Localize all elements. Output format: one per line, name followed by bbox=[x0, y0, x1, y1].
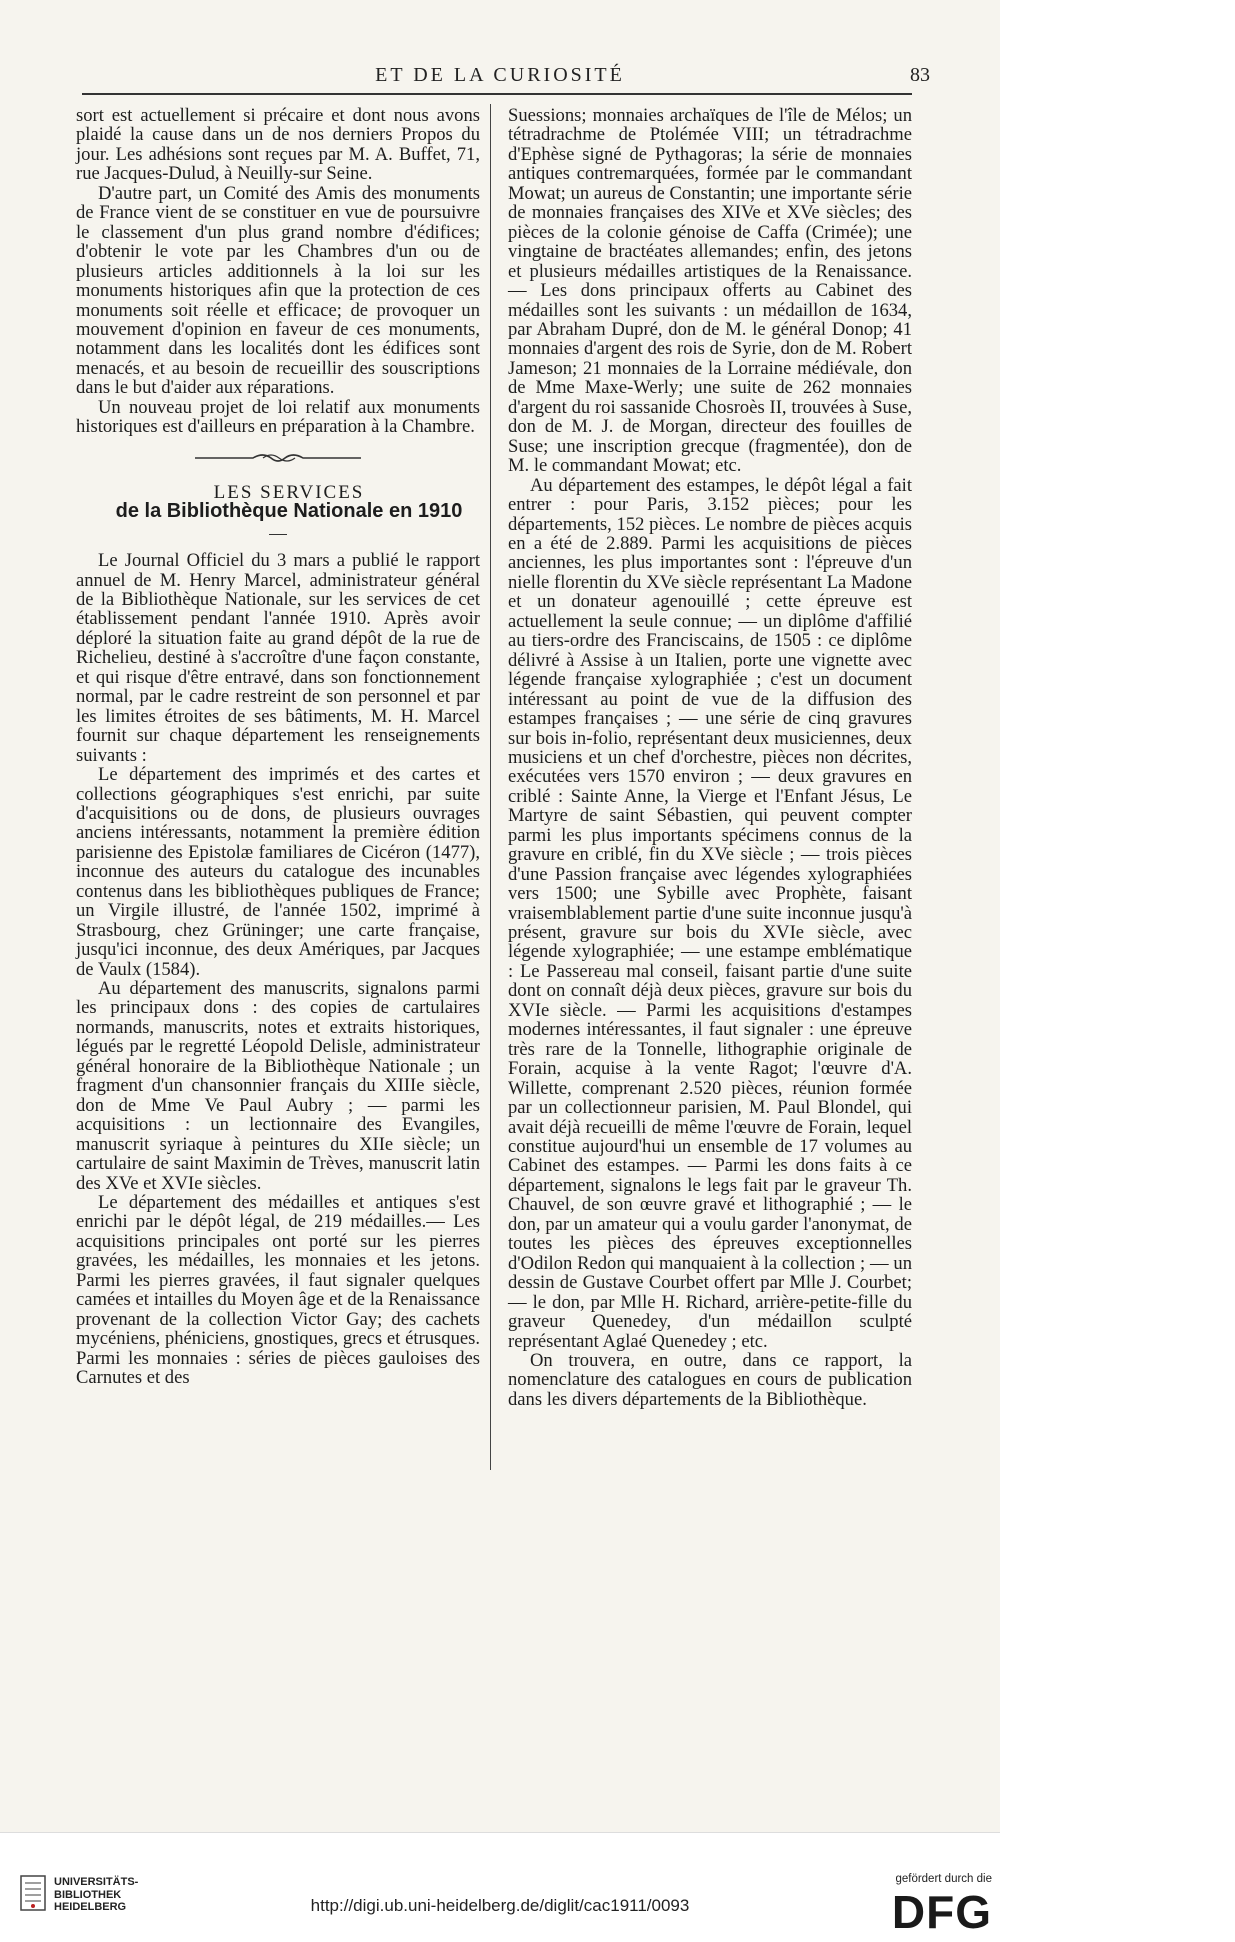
section-title: LES SERVICES bbox=[213, 481, 365, 503]
digitization-footer bbox=[0, 1832, 1000, 1942]
section-subtitle: de la Bibliothèque Nationale en 1910 bbox=[115, 500, 463, 523]
paragraph: On trouvera, en outre, dans ce rapport, la nomenclature des catalogues en cours de publication dans les divers départements de la Bibliothèque. bbox=[508, 1350, 912, 1410]
paragraph: D'autre part, un Comité des Amis des monuments de France vient de se constituer en vue de poursuivre le classement d'un plus grand nombre d'édifices; d'obtenir le vote par les Chambres d'un ou de plusieurs articles additionnels à la loi sur les monuments historiques afin que la protection de ces monuments soit réelle et efficace; de provoquer un mouvement d'opinion en faveur de ces monuments, notamment dans les localités dont les édifices sont menacés, et au besoin de recueillir des souscriptions dans le but d'aider aux réparations. bbox=[76, 182, 480, 399]
right-column bbox=[508, 106, 912, 1409]
short-rule bbox=[76, 524, 480, 543]
paragraph: sort est actuellement si précaire et dont nous avons plaidé la cause dans un de nos derniers Propos du jour. Les adhésions sont reçues par M. A. Buffet, 71, rue Jacques-Dulud, à Neuilly-sur Seine. bbox=[76, 105, 480, 185]
left-column bbox=[76, 106, 480, 1388]
paragraph: Au département des manuscrits, signalons parmi les principaux dons : des copies de cartulaires normands, manuscrits, notes et extraits historiques, légués par le regretté Léopold Delisle, administrateur général honoraire de la Bibliothèque Nationale ; un fragment d'un chansonnier français du XIIIe siècle, don de Mme Ve Paul Aubry ; — parmi les acquisitions : un lectionnaire des Evangiles, manuscrit syriaque à peintures du XIIe siècle; un cartulaire de saint Maximin de Trèves, manuscrit latin des XVe et XVIe siècles. bbox=[76, 978, 480, 1194]
source-url-link[interactable]: http://digi.ub.uni-heidelberg.de/diglit/cac1911/0093 bbox=[310, 1896, 690, 1915]
header-title: ET DE LA CURIOSITÉ bbox=[375, 64, 625, 86]
paragraph: Au département des estampes, le dépôt légal a fait entrer : pour Paris, 3.152 pièces; pour les départements, 152 pièces. Le nombre de pièces acquis en a été de 2.889. Parmi les acquisitions de pièces anciennes, les plus importantes sont : l'épreuve d'un nielle florentin du XVe siècle représentant La Madone et un donateur agenouillé ; cette épreuve est actuellement la seule connue; — un diplôme d'affilié au tiers-ordre des Franciscains, de 1505 : ce diplôme délivré à Assise à un Italien, porte une vignette avec légende française xylographiée ; c'est un document intéressant au point de vue de la diffusion des estampes françaises ; — une série de cinq gravures sur bois in-folio, représentant deux musiciennes, deux musiciens et un chef d'orchestre, pièces non décrites, exécutées vers 1570 environ ; — deux gravures en criblé : Sainte Anne, la Vierge et l'Enfant Jésus, Le Martyre de saint Sébastien, qui peuvent compter parmi les plus importants spécimens connus de la gravure en criblé, fin du XVe siècle ; — trois pièces d'une Passion française avec légendes xylographiées vers 1500; une Sybille avec Prophète, faisant vraisemblablement partie d'une suite inconnue jusqu'à présent, gravure sur bois du XVIe siècle, avec légende xylographiée; — une estampe emblématique : Le Passereau mal conseil, faisant partie d'une suite dont on connaît déjà deux pièces, gravure sur bois du XVIe siècle. — Parmi les acquisitions d'estampes modernes intéressantes, il faut signaler : une épreuve très rare de la Tonnelle, lithographie originale de Forain, acquise à la vente Ragot; l'œuvre d'A. Willette, comprenant 2.520 pièces, réunion formée par un collectionneur parisien, M. Paul Blondel, qui avait déjà recueilli de même l'œuvre de Forain, lequel constitue aujourd'hui un ensemble de 17 volumes au Cabinet des estampes. — Parmi les dons faits à ce département, signalons le legs fait par le graveur Th. Chauvel, de son œuvre gravé et lithographié ; — le don, par un amateur qui a voulu garder l'anonymat, de toutes les pièces des épreuves exceptionnelles d'Odilon Redon qui manquaient à la collection ; — un dessin de Gustave Courbet offert par Mlle J. Courbet; — le don, par Mlle H. Richard, arrière-petite-fille du graveur Quenedey, d'un médaillon sculpté représentant Aglaé Quenedey ; etc. bbox=[508, 474, 912, 1352]
paragraph: Suessions; monnaies archaïques de l'île de Mélos; un tétradrachme de Ptolémée VIII; un tétradrachme d'Ephèse signé de Pythagoras; la série de monnaies antiques contremarquées, formée par le commandant Mowat; un aureus de Constantin; une importante série de monnaies françaises des XIVe et XVe siècles; des pièces de la colonie génoise de Caffa (Crimée); une vingtaine de bractéates allemandes; enfin, des jetons et plusieurs médailles artistiques de la Renaissance. — Les dons principaux offerts au Cabinet des médailles sont les suivants : un médaillon de 1634, par Abraham Dupré, don de M. le général Donop; 41 monnaies d'argent des rois de Syrie, don de M. Robert Jameson; 21 monnaies de la Lorraine médiévale, don de Mme Maxe-Werly; une suite de 262 monnaies d'argent du roi sassanide Chosroès II, trouvées à Suse, don de M. J. de Morgan, directeur des fouilles de Suse; une inscription grecque (fragmentée), don de M. le commandant Mowat; etc. bbox=[508, 105, 912, 477]
paragraph: Le Journal Officiel du 3 mars a publié le rapport annuel de M. Henry Marcel, administrateur général de la Bibliothèque Nationale, sur les services de cet établissement pendant l'année 1910. Après avoir déploré la situation faite au grand dépôt de la rue de Richelieu, destiné à s'accroître d'une façon constante, et qui risque d'être entravé, dans son fonctionnement normal, par le cadre restreint de son personnel et par les limites étroites de ses bâtiments, M. H. Marcel fournit sur chaque département les renseignements suivants : bbox=[76, 550, 480, 766]
funded-by-text: gefördert durch die bbox=[895, 1873, 992, 1885]
page-number: 83 bbox=[910, 64, 930, 86]
library-name: UNIVERSITÄTS- BIBLIOTHEK HEIDELBERG bbox=[54, 1876, 139, 1913]
paragraph: Un nouveau projet de loi relatif aux monuments historiques est d'ailleurs en préparation à la Chambre. bbox=[76, 396, 480, 438]
paragraph: Le département des médailles et antiques s'est enrichi par le dépôt légal, de 219 médailles.— Les acquisitions principales ont porté sur les pierres gravées, les médailles, les monnaies et les jetons. Parmi les pierres gravées, il faut signaler quelques camées et intailles du Moyen âge et de la Renaissance provenant de la collection Victor Gay; des cachets mycéniens, phéniciens, gnostiques, grecs et étrusques. Parmi les monnaies : séries de pièces gauloises des Carnutes et des bbox=[76, 1192, 480, 1389]
column-divider bbox=[490, 104, 491, 1470]
blank-margin bbox=[1000, 0, 1235, 1941]
dfg-logo: DFG bbox=[891, 1886, 992, 1938]
paragraph: Le département des imprimés et des cartes et collections géographiques s'est enrichi, par suite d'acquisitions ou de dons, de plusieurs ouvrages anciens intéressants, notamment la première édition parisienne des Epistolæ familiares de Cicéron (1477), inconnue des auteurs du catalogue des incunables contenus dans les bibliothèques publiques de France; un Virgile illustré, de l'année 1502, imprimé à Strasbourg, chez Grüninger; une carte française, jusqu'ici inconnue, des deux Amériques, par Jacques de Vaulx (1584). bbox=[76, 764, 480, 980]
header-rule bbox=[82, 93, 912, 95]
ornament-divider-icon bbox=[76, 450, 480, 466]
